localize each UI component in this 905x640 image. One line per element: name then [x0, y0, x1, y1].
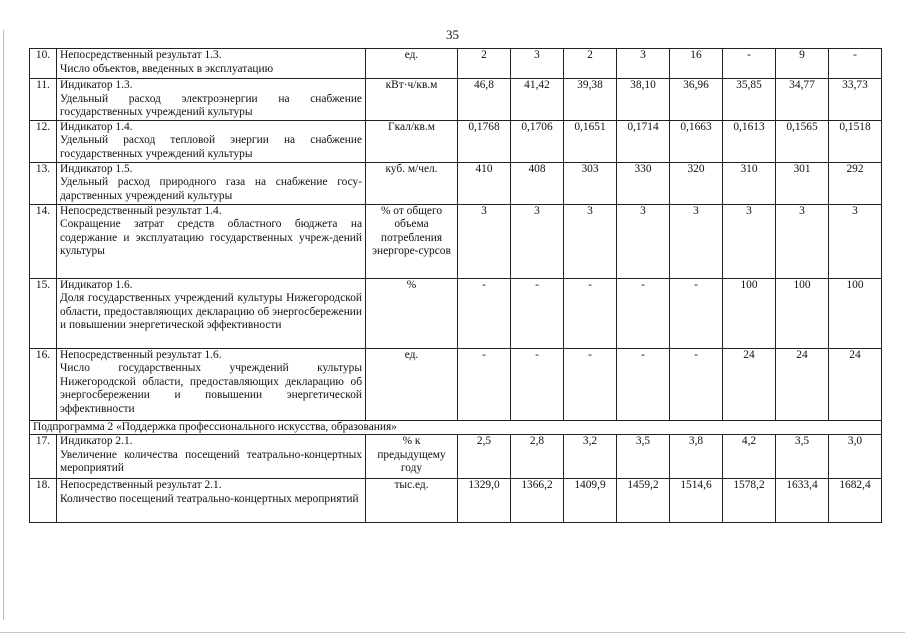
value-cell: 0,1768 — [458, 120, 511, 162]
value-cell: 292 — [829, 162, 882, 204]
indicator-name-cell — [57, 120, 366, 162]
unit-cell: % от общего объема потребления энергоре-сурсов — [366, 204, 458, 278]
value-cell: 0,1565 — [776, 120, 829, 162]
value-cell: 24 — [723, 348, 776, 420]
indicator-description: Удельный расход электроэнергии на снабжение государственных учреждений культуры — [60, 92, 362, 119]
indicator-description: Удельный расход тепловой энергии на снабжение государственных учреждений культуры — [60, 134, 362, 160]
indicator-name-cell — [57, 49, 366, 79]
value-cell: 3,8 — [670, 435, 723, 479]
value-cell: - — [564, 348, 617, 420]
value-cell: 301 — [776, 162, 829, 204]
value-cell: 3 — [670, 204, 723, 278]
indicator-name-cell — [57, 348, 366, 420]
value-cell: - — [670, 348, 723, 420]
value-cell: 46,8 — [458, 79, 511, 121]
value-cell: 408 — [511, 162, 564, 204]
value-cell: 3,5 — [776, 435, 829, 479]
indicator-description: Количество посещений театрально-концертных мероприятий — [60, 492, 359, 505]
row-number: 12. — [30, 120, 57, 162]
indicator-title: Индикатор 2.1. — [60, 435, 133, 448]
row-number: 11. — [30, 79, 57, 121]
indicator-title: Индикатор 1.3. — [60, 79, 133, 91]
value-cell: - — [617, 278, 670, 348]
value-cell: 1633,4 — [776, 479, 829, 523]
indicator-description: Доля государственных учреждений культуры Нижегородской области, предоставляющих декларацию об энергосбережении и повышении энергетической эффективности — [60, 292, 362, 332]
value-cell: 3 — [776, 204, 829, 278]
unit-cell: % к предыдущему году — [366, 435, 458, 479]
value-cell: 33,73 — [829, 79, 882, 121]
row-number: 15. — [30, 278, 57, 348]
value-cell: 0,1706 — [511, 120, 564, 162]
value-cell: - — [617, 348, 670, 420]
page-number: 35 — [446, 27, 459, 42]
value-cell: 2 — [564, 49, 617, 79]
table-row — [30, 204, 882, 278]
value-cell: 39,38 — [564, 79, 617, 121]
unit-cell: тыс.ед. — [366, 479, 458, 523]
value-cell: 1366,2 — [511, 479, 564, 523]
value-cell: 0,1613 — [723, 120, 776, 162]
value-cell: - — [458, 348, 511, 420]
scan-bottom-line — [0, 632, 905, 633]
value-cell: 1329,0 — [458, 479, 511, 523]
row-number: 18. — [30, 479, 57, 523]
indicator-name-cell — [57, 278, 366, 348]
table-row — [30, 479, 882, 523]
value-cell: 0,1651 — [564, 120, 617, 162]
value-cell: 100 — [776, 278, 829, 348]
value-cell: 3 — [617, 49, 670, 79]
table-row — [30, 79, 882, 121]
indicator-description: Сокращение затрат средств областного бюджета на содержание и эксплуатацию государственных учреж-дений культуры — [60, 218, 362, 258]
value-cell: 34,77 — [776, 79, 829, 121]
scan-edge-line — [3, 30, 4, 620]
value-cell: 2,5 — [458, 435, 511, 479]
row-number: 14. — [30, 204, 57, 278]
indicator-name-cell — [57, 435, 366, 479]
table-row — [30, 120, 882, 162]
indicators-table — [29, 48, 882, 523]
table-row — [30, 278, 882, 348]
value-cell: 3 — [511, 204, 564, 278]
value-cell: 9 — [776, 49, 829, 79]
value-cell: 3 — [617, 204, 670, 278]
value-cell: 100 — [723, 278, 776, 348]
indicator-description: Увеличение количества посещений театрально-концертных мероприятий — [60, 448, 362, 475]
indicator-title: Индикатор 1.4. — [60, 120, 133, 133]
value-cell: 38,10 — [617, 79, 670, 121]
table-body-subprogram-1 — [30, 49, 882, 421]
unit-cell: % — [366, 278, 458, 348]
unit-cell: кВт·ч/кв.м — [366, 79, 458, 121]
indicator-name-cell — [57, 204, 366, 278]
value-cell: 410 — [458, 162, 511, 204]
indicator-title: Индикатор 1.5. — [60, 162, 133, 175]
table-row — [30, 162, 882, 204]
table-row — [30, 435, 882, 479]
value-cell: - — [670, 278, 723, 348]
value-cell: 1578,2 — [723, 479, 776, 523]
value-cell: - — [564, 278, 617, 348]
value-cell: 310 — [723, 162, 776, 204]
table-row — [30, 348, 882, 420]
value-cell: 2,8 — [511, 435, 564, 479]
value-cell: 3 — [723, 204, 776, 278]
value-cell: 1514,6 — [670, 479, 723, 523]
value-cell: 2 — [458, 49, 511, 79]
indicator-name-cell — [57, 79, 366, 121]
value-cell: 303 — [564, 162, 617, 204]
value-cell: - — [723, 49, 776, 79]
value-cell: 3 — [511, 49, 564, 79]
row-number: 17. — [30, 435, 57, 479]
row-number: 13. — [30, 162, 57, 204]
value-cell: 24 — [776, 348, 829, 420]
value-cell: 3 — [829, 204, 882, 278]
indicator-name-cell — [57, 479, 366, 523]
unit-cell: ед. — [366, 49, 458, 79]
value-cell: 3,5 — [617, 435, 670, 479]
row-number: 10. — [30, 49, 57, 79]
value-cell: 41,42 — [511, 79, 564, 121]
value-cell: 0,1714 — [617, 120, 670, 162]
indicator-title: Непосредственный результат 1.4. — [60, 204, 222, 217]
value-cell: - — [458, 278, 511, 348]
value-cell: 100 — [829, 278, 882, 348]
indicator-title: Индикатор 1.6. — [60, 278, 133, 291]
indicator-description: Число государственных учреждений культуры Нижегородской области, предоставляющих декларацию об энергосбережении и повышении энергетической эффективности — [60, 362, 362, 415]
indicator-name-cell — [57, 162, 366, 204]
section-row — [30, 420, 882, 435]
row-number: 16. — [30, 348, 57, 420]
table-body-subprogram-2 — [30, 435, 882, 523]
value-cell: 1409,9 — [564, 479, 617, 523]
section-title: Подпрограмма 2 «Поддержка профессионального искусства, образования» — [30, 420, 882, 435]
value-cell: 36,96 — [670, 79, 723, 121]
value-cell: - — [511, 278, 564, 348]
value-cell: 3 — [458, 204, 511, 278]
value-cell: 320 — [670, 162, 723, 204]
value-cell: 16 — [670, 49, 723, 79]
value-cell: 1682,4 — [829, 479, 882, 523]
value-cell: 4,2 — [723, 435, 776, 479]
indicator-description: Число объектов, введенных в эксплуатацию — [60, 62, 274, 75]
value-cell: 35,85 — [723, 79, 776, 121]
value-cell: 0,1518 — [829, 120, 882, 162]
value-cell: - — [829, 49, 882, 79]
value-cell: 0,1663 — [670, 120, 723, 162]
indicator-description: Удельный расход природного газа на снабжение госу-дарственных учреждений культуры — [60, 176, 362, 202]
value-cell: 3,2 — [564, 435, 617, 479]
unit-cell: Гкал/кв.м — [366, 120, 458, 162]
indicator-title: Непосредственный результат 1.6. — [60, 348, 222, 361]
table-body-section — [30, 420, 882, 435]
value-cell: 24 — [829, 348, 882, 420]
value-cell: 3,0 — [829, 435, 882, 479]
unit-cell: куб. м/чел. — [366, 162, 458, 204]
indicator-title: Непосредственный результат 2.1. — [60, 479, 222, 492]
table-row — [30, 49, 882, 79]
indicator-title: Непосредственный результат 1.3. — [60, 49, 222, 61]
value-cell: 3 — [564, 204, 617, 278]
unit-cell: ед. — [366, 348, 458, 420]
value-cell: - — [511, 348, 564, 420]
value-cell: 1459,2 — [617, 479, 670, 523]
value-cell: 330 — [617, 162, 670, 204]
